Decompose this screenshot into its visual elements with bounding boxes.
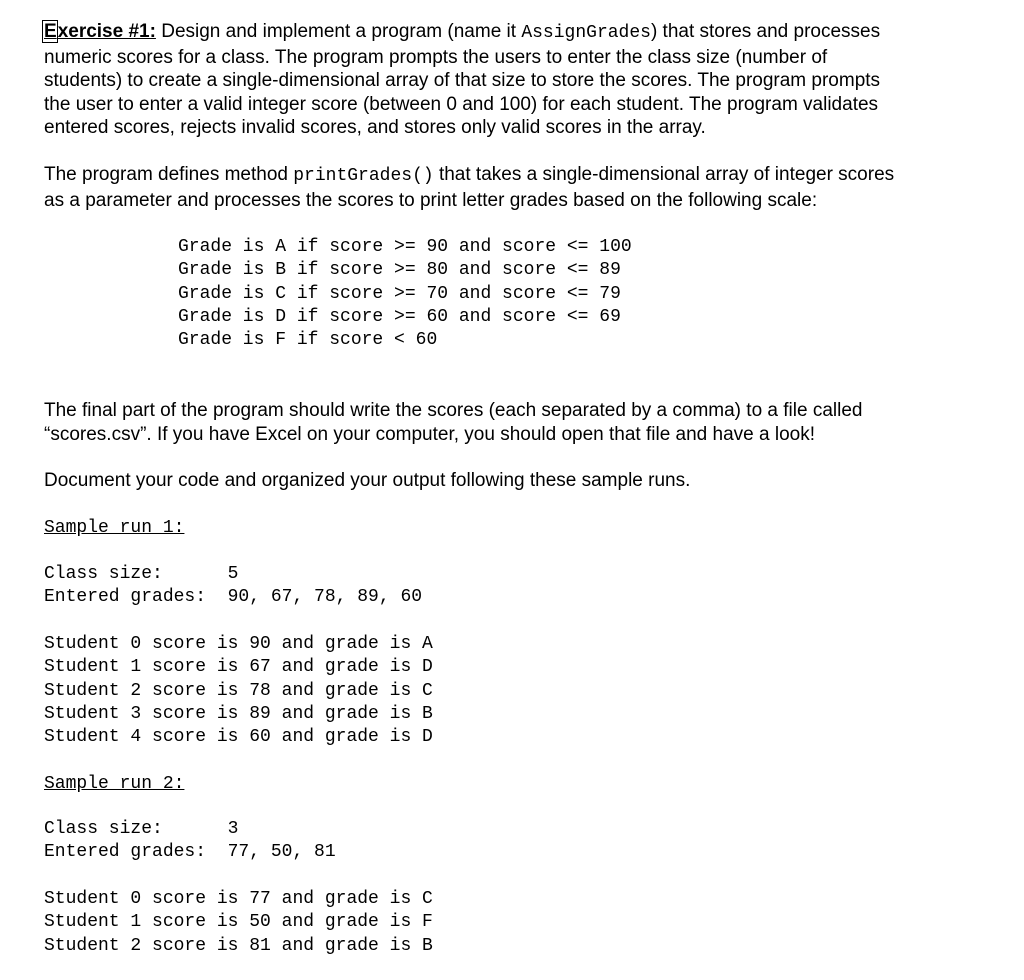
exercise-line-3: students) to create a single-dimensional array of that size to store the scores. The program prompts bbox=[44, 70, 881, 91]
grade-scale-line: Grade is B if score >= 80 and score <= 89 bbox=[178, 260, 621, 281]
result-line: Student 4 score is 60 and grade is D bbox=[44, 727, 433, 748]
sample-run-2-heading-block bbox=[44, 773, 184, 796]
method-paragraph bbox=[44, 163, 894, 212]
exercise-intro-a: Design and implement a program (name it bbox=[155, 21, 522, 42]
class-size-line: Class size: 3 bbox=[44, 819, 239, 839]
grade-scale bbox=[178, 236, 632, 352]
document-instruction bbox=[44, 469, 690, 493]
exercise-line-5: entered scores, rejects invalid scores, and stores only valid scores in the array. bbox=[44, 117, 706, 138]
exercise-paragraph bbox=[44, 20, 880, 140]
entered-grades-line: Entered grades: 77, 50, 81 bbox=[44, 842, 336, 863]
sample-run-2-results bbox=[44, 888, 433, 958]
method-name: printGrades() bbox=[293, 166, 434, 186]
final-line-2: “scores.csv”. If you have Excel on your computer, you should open that file and have a look! bbox=[44, 423, 815, 445]
grade-scale-line: Grade is D if score >= 60 and score <= 69 bbox=[178, 306, 621, 327]
exercise-intro-b-0: ) that stores and processes bbox=[650, 21, 881, 42]
result-line: Student 2 score is 81 and grade is B bbox=[44, 935, 433, 956]
program-name: AssignGrades bbox=[521, 23, 651, 43]
sample-run-1-results bbox=[44, 633, 433, 749]
exercise-title bbox=[44, 21, 156, 42]
method-line-1 bbox=[44, 163, 894, 189]
method-line-1-b: that takes a single-dimensional array of integer scores bbox=[433, 164, 895, 185]
document-line: Document your code and organized your output following these sample runs. bbox=[44, 470, 691, 491]
result-line: Student 3 score is 89 and grade is B bbox=[44, 703, 433, 724]
exercise-title-rest: xercise #1: bbox=[57, 21, 156, 42]
exercise-line-4: the user to enter a valid integer score (between 0 and 100) for each student. The program validates bbox=[44, 93, 879, 115]
exercise-line-1 bbox=[44, 20, 880, 46]
result-line: Student 0 score is 77 and grade is C bbox=[44, 889, 433, 909]
method-line-1-a: The program defines method bbox=[44, 164, 294, 185]
grade-scale-line: Grade is F if score < 60 bbox=[178, 330, 438, 351]
sample-run-1-inputs bbox=[44, 563, 422, 610]
exercise-line-2: numeric scores for a class. The program prompts the users to enter the class size (number of bbox=[44, 46, 828, 68]
final-line-1: The final part of the program should write the scores (each separated by a comma) to a file called bbox=[44, 400, 863, 421]
grade-scale-line: Grade is C if score >= 70 and score <= 79 bbox=[178, 283, 621, 304]
result-line: Student 1 score is 67 and grade is D bbox=[44, 657, 433, 678]
method-line-2: as a parameter and processes the scores to print letter grades based on the following scale: bbox=[44, 189, 818, 211]
exercise-title-first-letter: E bbox=[44, 21, 57, 42]
result-line: Student 2 score is 78 and grade is C bbox=[44, 680, 433, 701]
result-line: Student 1 score is 50 and grade is F bbox=[44, 912, 433, 933]
class-size-line: Class size: 5 bbox=[44, 564, 239, 584]
grade-scale-line: Grade is A if score >= 90 and score <= 100 bbox=[178, 237, 632, 257]
sample-run-2-heading: Sample run 2: bbox=[44, 774, 185, 794]
entered-grades-line: Entered grades: 90, 67, 78, 89, 60 bbox=[44, 587, 423, 608]
sample-run-1-heading-block bbox=[44, 517, 184, 540]
result-line: Student 0 score is 90 and grade is A bbox=[44, 634, 433, 654]
final-paragraph bbox=[44, 399, 862, 446]
sample-run-2-inputs bbox=[44, 818, 336, 865]
sample-run-1-heading: Sample run 1: bbox=[44, 518, 185, 538]
